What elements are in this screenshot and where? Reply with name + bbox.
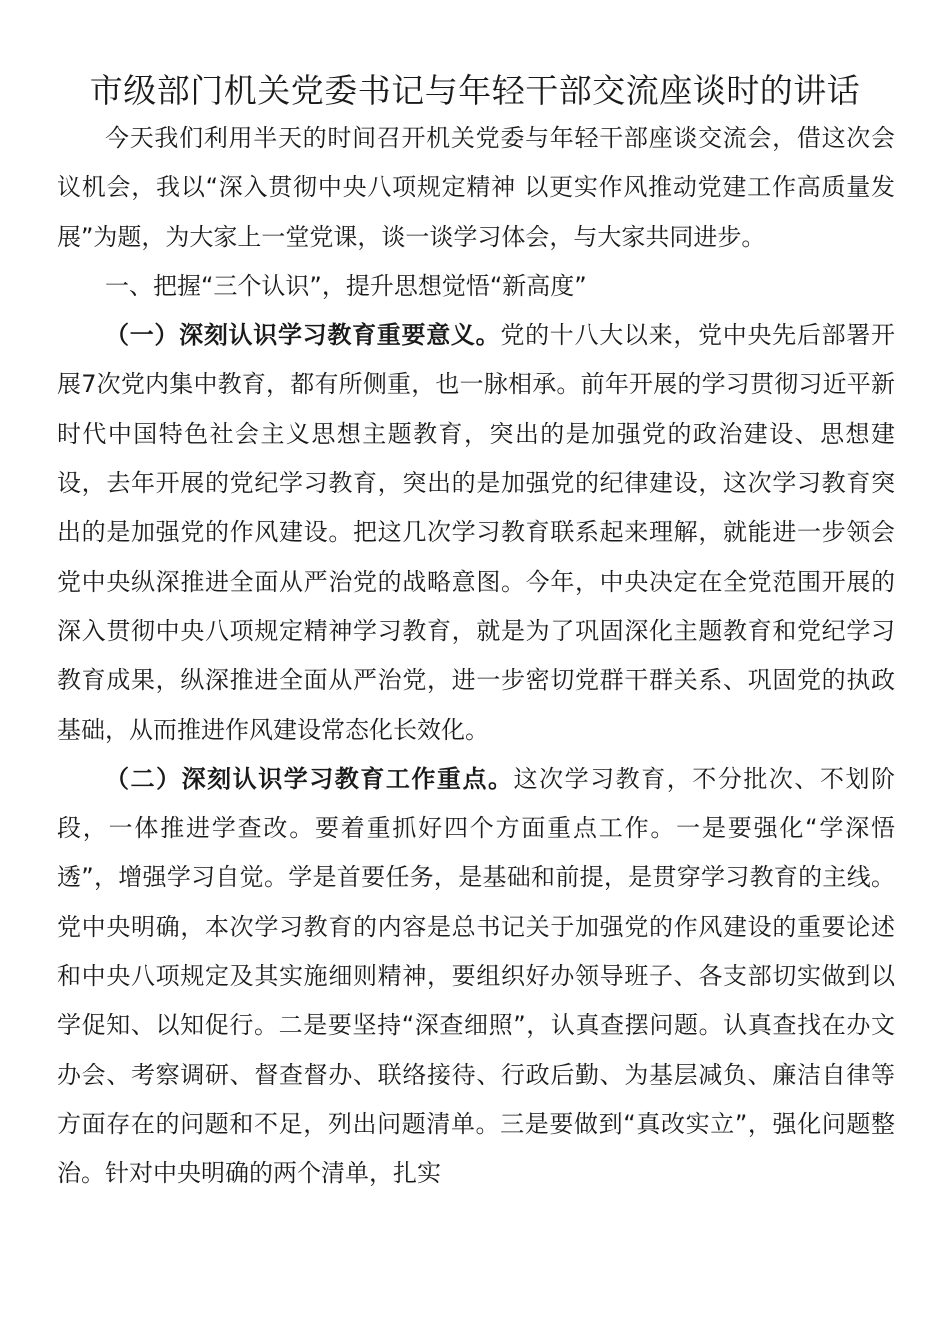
point-2-lead: （二）深刻认识学习教育工作重点。 [105,764,514,793]
point-1-text: 党的十八大以来，党中央先后部署开展7次党内集中教育，都有所侧重，也一脉相承。前年开展的学习贯彻习近平新时代中国特色社会主义思想主题教育，突出的是加强党的政治建设、思想建设，去年开展的党纪学习教育，突出的是加强党的纪律建设，这次学习教育突出的是加强党的作风建设。把这几次学习教育联系起来理解，就能进一步领会党中央纵深推进全面从严治党的战略意图。今年，中央决定在全党范围开展的深入贯彻中央八项规定精神学习教育，就是为了巩固深化主题教育和党纪学习教育成果，纵深推进全面从严治党，进一步密切党群干群关系、巩固党的执政基础，从而推进作风建设常态化长效化。 [57,321,896,744]
document-title: 市级部门机关党委书记与年轻干部交流座谈时的讲话 [89,71,861,110]
section-heading: 一、把握“三个认识”，提升思想觉悟“新高度” [105,271,587,300]
point-1-paragraph [57,311,895,755]
point-2-text: 这次学习教育，不分批次、不划阶段，一体推进学查改。要着重抓好四个方面重点工作。一是要强化“学深悟透”，增强学习自觉。学是首要任务，是基础和前提，是贯穿学习教育的主线。党中央明确，本次学习教育的内容是总书记关于加强党的作风建设的重要论述和中央八项规定及其实施细则精神，要组织好办领导班子、各支部切实做到以学促知、以知促行。二是要坚持“深查细照”，认真查摆问题。认真查找在办文办会、考察调研、督查督办、联络接待、行政后勤、为基层减负、廉洁自律等方面存在的问题和不足，列出问题清单。三是要做到“真改实立”，强化问题整治。针对中央明确的两个清单，扎实 [57,764,896,1188]
intro-paragraph: 今天我们利用半天的时间召开机关党委与年轻干部座谈交流会，借这次会议机会，我以“深入贯彻中央八项规定精神 以更实作风推动党建工作高质量发展”为题，为大家上一堂党课，谈一谈学习体会，与大家共同进步。 [57,124,895,251]
point-2-paragraph [57,755,895,1199]
point-1-lead: （一）深刻认识学习教育重要意义。 [105,321,501,350]
document-body [57,114,895,1199]
